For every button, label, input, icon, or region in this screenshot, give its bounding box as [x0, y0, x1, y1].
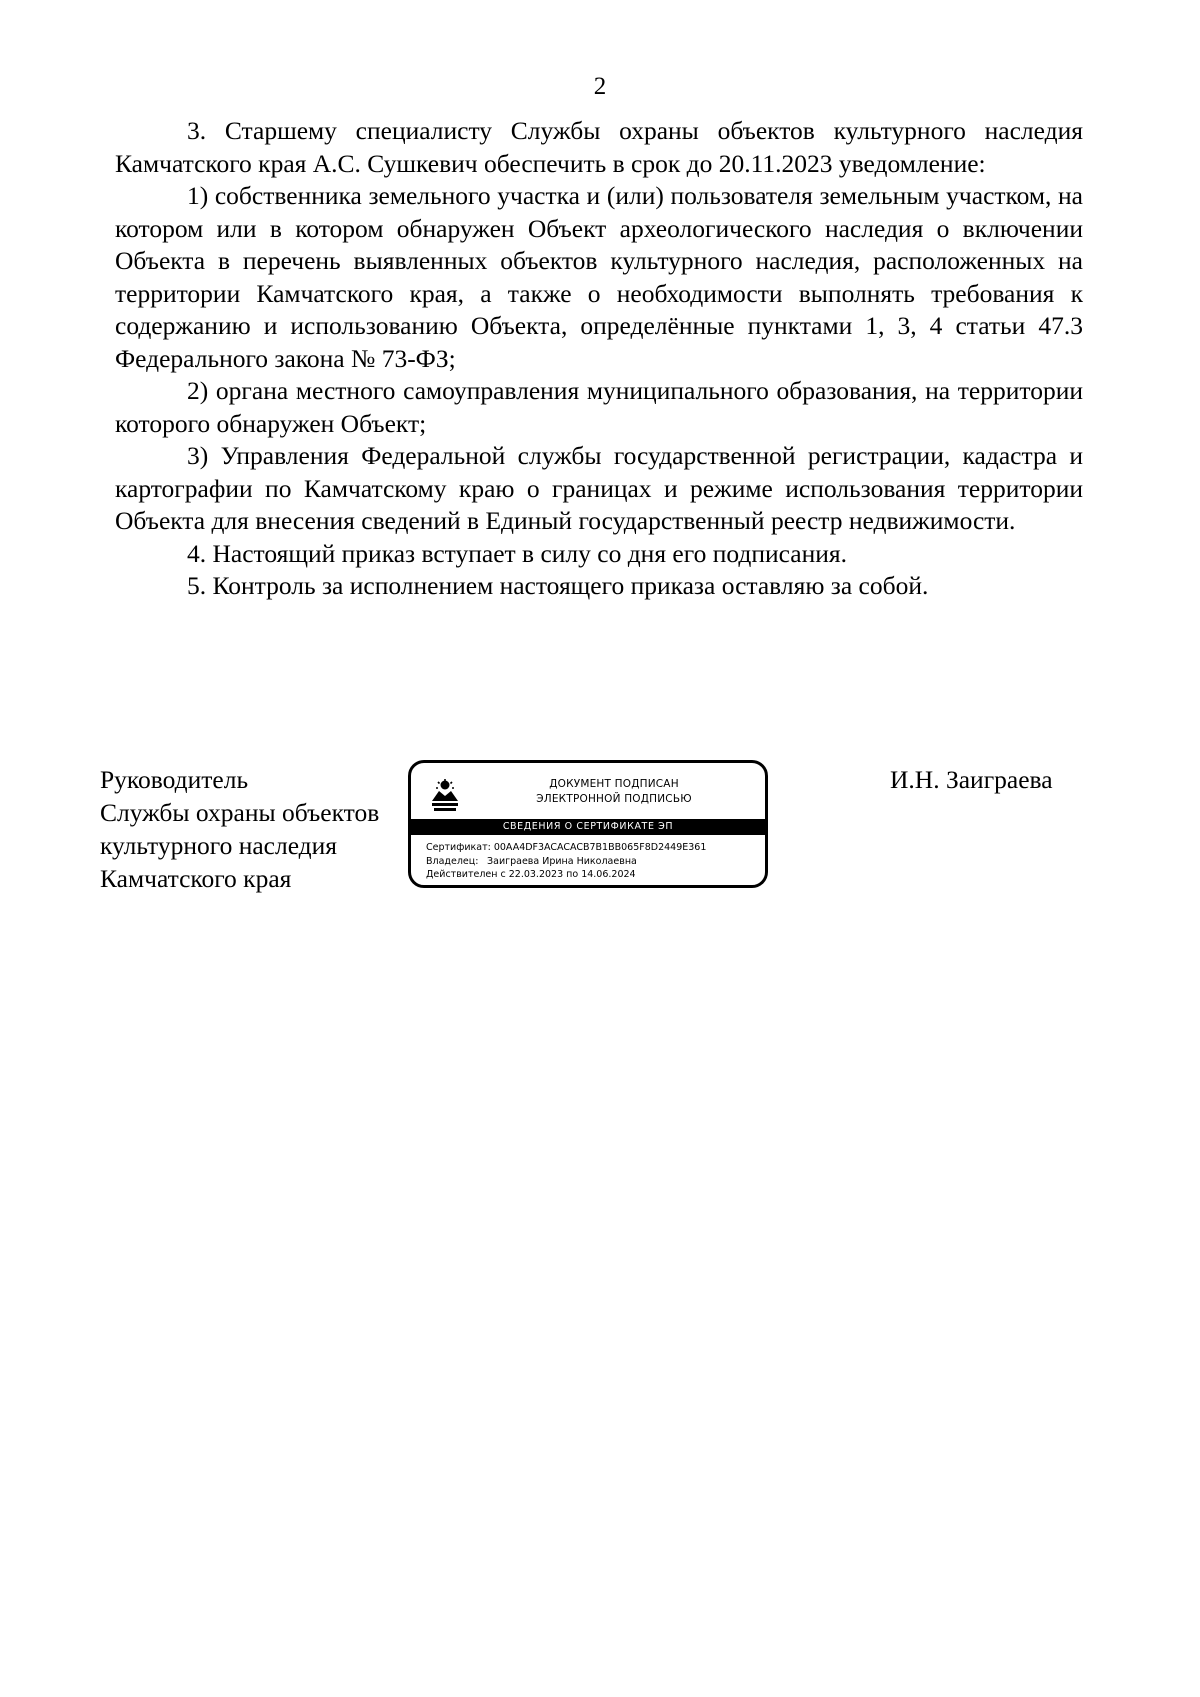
document-body [115, 115, 1083, 603]
validity-line: Действителен с 22.03.2023 по 14.06.2024 [426, 869, 636, 880]
owner-value: Заиграева Ирина Николаевна [487, 855, 637, 867]
position-line: культурного наследия [100, 831, 338, 860]
paragraph-item-3: 3. Старшему специалисту Службы охраны объектов культурного наследия Камчатского края А.С. Сушкевич обеспечить в срок до 20.11.2023 уведомление: [115, 116, 1083, 178]
certificate-value: 00AA4DF3ACACACB7B1BB065F8D2449E361 [493, 842, 707, 853]
stamp-title-line: ЭЛЕКТРОННОЙ ПОДПИСЬЮ [536, 793, 692, 805]
stamp-title [471, 777, 757, 807]
page-number: 2 [593, 73, 607, 100]
electronic-signature-stamp [408, 760, 768, 888]
paragraph-subitem-1: 1) собственника земельного участка и (или) пользователя земельным участком, на котором или в котором обнаружен Объект археологического наследия о включении Объекта в перечень выявленных объектов культурного наследия, расположенных на территории Камчатского края, а также о необходимости выполнять требования к содержанию и использованию Объекта, определённые пунктами 1, 3, 4 статьи 47.3 Федерального закона № 73-ФЗ; [115, 181, 1083, 373]
paragraph-item-4: 4. Настоящий приказ вступает в силу со дня его подписания. [187, 538, 847, 568]
position-line: Службы охраны объектов [100, 798, 380, 827]
stamp-certificate-details [426, 841, 756, 882]
stamp-certificate-header: СВЕДЕНИЯ О СЕРТИФИКАТЕ ЭП [411, 819, 765, 835]
signatory-name: И.Н. Заиграева [890, 765, 1053, 794]
paragraph-subitem-2: 2) органа местного самоуправления муниципального образования, на территории которого обнаружен Объект; [115, 376, 1083, 438]
stamp-title-line: ДОКУМЕНТ ПОДПИСАН [549, 778, 679, 790]
certificate-line [426, 841, 756, 855]
coat-of-arms-icon [429, 779, 461, 813]
owner-label: Владелец: [426, 855, 479, 867]
paragraph-item-5: 5. Контроль за исполнением настоящего приказа оставляю за собой. [187, 571, 929, 600]
position-line: Руководитель [100, 765, 249, 794]
owner-line [426, 855, 756, 869]
paragraph-subitem-3: 3) Управления Федеральной службы государственной регистрации, кадастра и картографии по Камчатскому краю о границах и режиме использования территории Объекта для внесения сведений в Единый государственный реестр недвижимости. [115, 441, 1083, 535]
certificate-label: Сертификат: [426, 842, 491, 853]
signatory-position [100, 763, 379, 895]
position-line: Камчатского края [100, 864, 292, 893]
